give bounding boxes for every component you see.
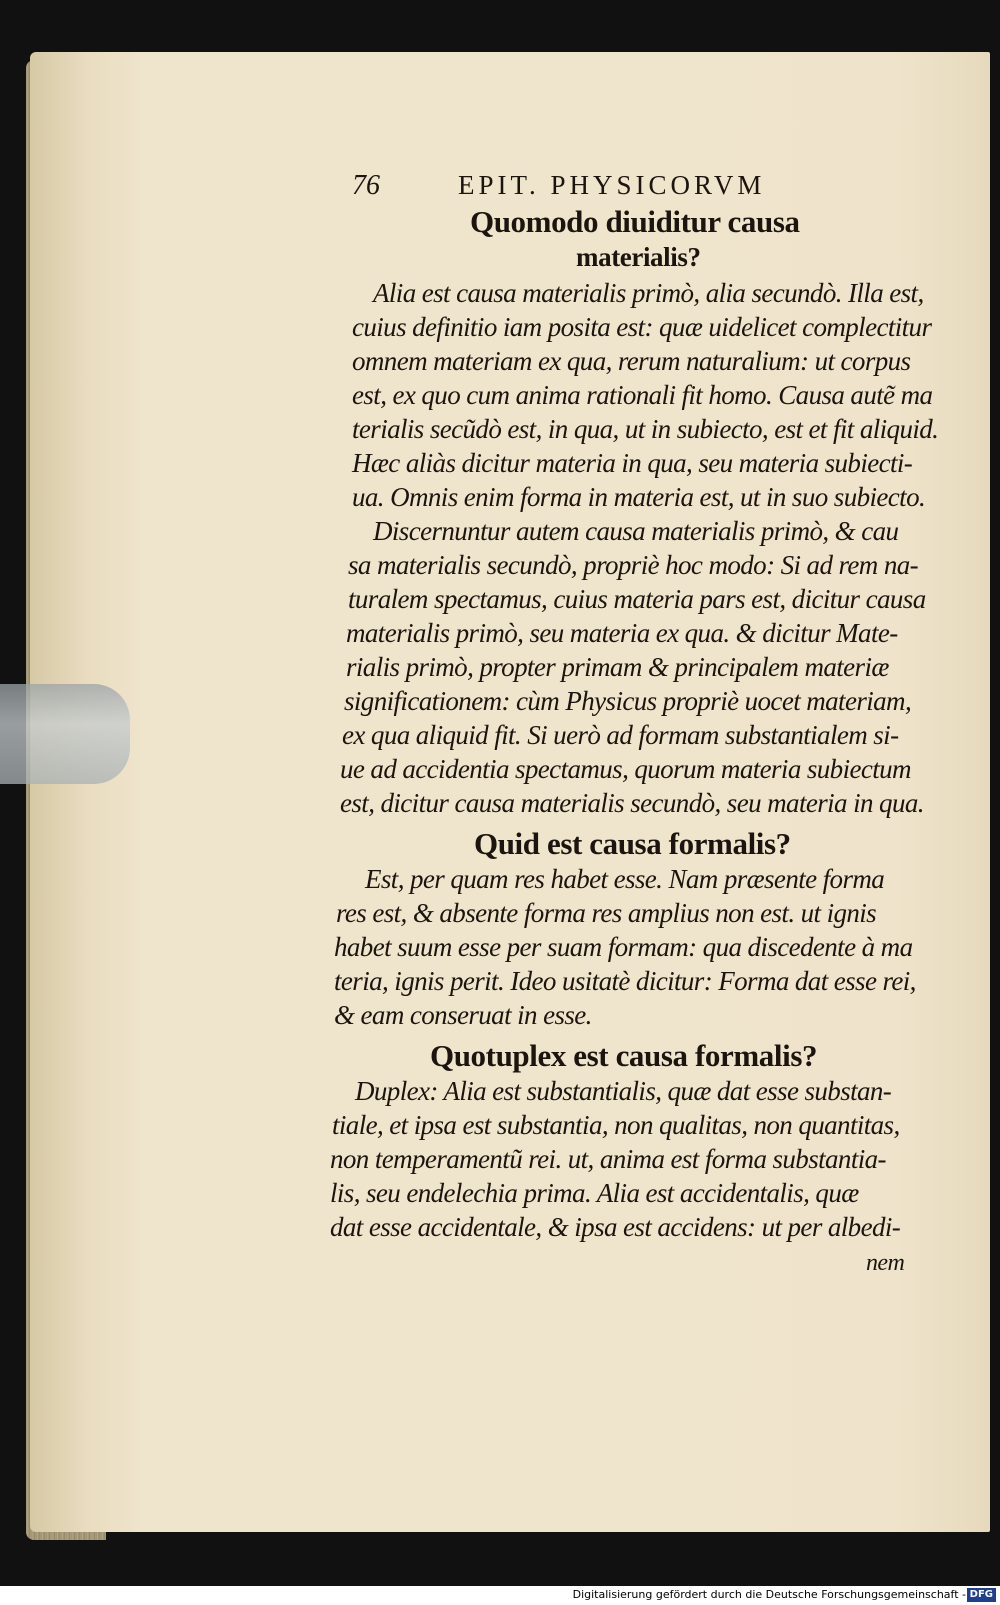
text-line: tiale, et ipsa est substantia, non qualitas, non quantitas,: [332, 1110, 900, 1140]
text-line: ua. Omnis enim forma in materia est, ut in suo subiecto.: [352, 482, 926, 512]
text-line: Est, per quam res habet esse. Nam præsente forma: [365, 864, 885, 894]
text-line: significationem: cùm Physicus propriè uocet materiam,: [344, 686, 912, 716]
dfg-logo: DFG: [967, 1588, 996, 1602]
section-heading: Quotuplex est causa formalis?: [430, 1038, 818, 1073]
catchword: nem: [866, 1250, 905, 1276]
section-heading: materialis?: [576, 242, 701, 272]
text-line: terialis secũdò est, in qua, ut in subiecto, est et fit aliquid.: [352, 414, 939, 444]
page-clip-marker: [0, 684, 130, 784]
section-heading: Quomodo diuiditur causa: [470, 204, 800, 239]
text-line: lis, seu endelechia prima. Alia est accidentalis, quæ: [330, 1178, 859, 1208]
text-line: dat esse accidentale, & ipsa est accidens: ut per albedi-: [330, 1212, 901, 1242]
text-line: Hæc aliàs dicitur materia in qua, seu materia subiecti-: [352, 448, 913, 478]
text-line: est, ex quo cum anima rationali fit homo. Causa autẽ ma: [352, 380, 933, 410]
text-line: habet suum esse per suam formam: qua discedente à ma: [334, 932, 913, 962]
text-line: materialis primò, seu materia ex qua. & dicitur Mate-: [346, 618, 898, 648]
text-line: sa materialis secundò, propriè hoc modo: Si ad rem na-: [348, 550, 919, 580]
running-head: EPIT. PHYSICORVM: [458, 170, 766, 200]
text-line: ex qua aliquid fit. Si uerò ad formam substantialem si-: [342, 720, 899, 750]
text-line: teria, ignis perit. Ideo usitatè dicitur: Forma dat esse rei,: [334, 966, 916, 996]
text-line: est, dicitur causa materialis secundò, seu materia in qua.: [340, 788, 924, 818]
text-line: non temperamentũ rei. ut, anima est forma substantia-: [330, 1144, 886, 1174]
text-line: Discernuntur autem causa materialis primò, & cau: [373, 516, 899, 546]
text-line: Duplex: Alia est substantialis, quæ dat esse substan-: [355, 1076, 892, 1106]
text-line: turalem spectamus, cuius materia pars est, dicitur causa: [348, 584, 926, 614]
text-line: omnem materiam ex qua, rerum naturalium: ut corpus: [352, 346, 911, 376]
text-line: res est, & absente forma res amplius non est. ut ignis: [336, 898, 877, 928]
text-line: rialis primò, propter primam & principalem materiæ: [346, 652, 889, 682]
section-heading: Quid est causa formalis?: [474, 826, 791, 861]
text-line: Alia est causa materialis primò, alia secundò. Illa est,: [373, 278, 924, 308]
funding-credit: Digitalisierung gefördert durch die Deutsche Forschungsgemeinschaft -: [572, 1588, 966, 1601]
page-number: 76: [352, 170, 380, 201]
text-line: ue ad accidentia spectamus, quorum materia subiectum: [340, 754, 911, 784]
text-line: & eam conseruat in esse.: [334, 1000, 592, 1030]
text-line: cuius definitio iam posita est: quæ uidelicet complectitur: [352, 312, 932, 342]
